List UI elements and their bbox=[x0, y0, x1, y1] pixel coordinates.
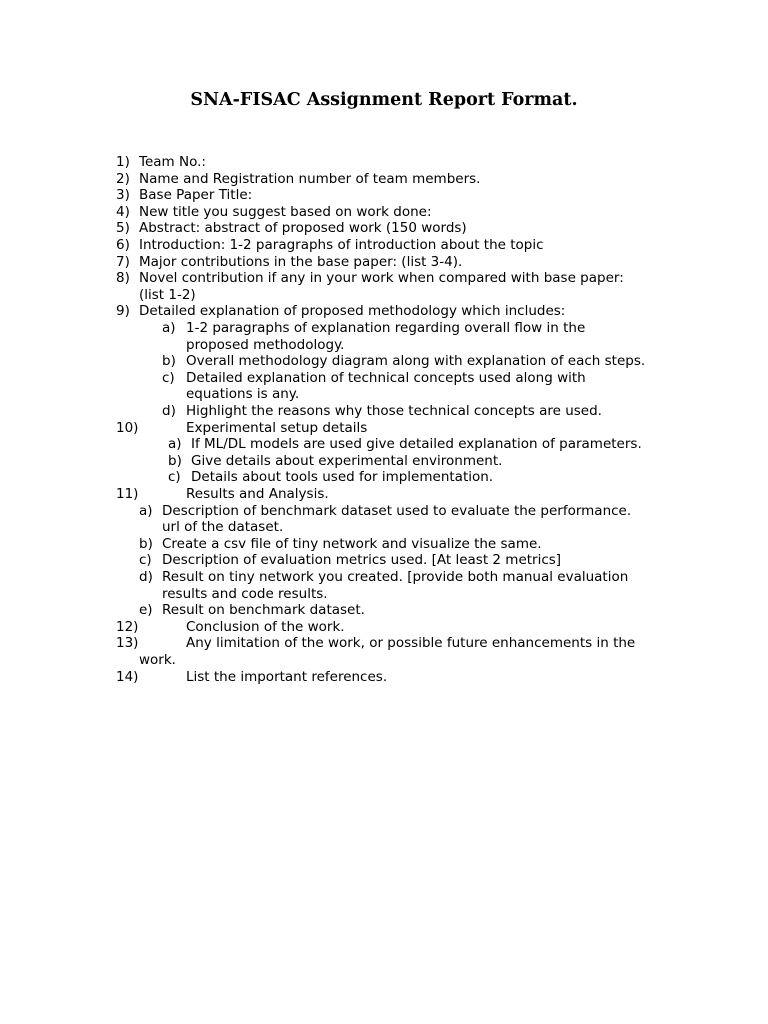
list-item-marker: 5) bbox=[116, 220, 130, 237]
list-item-text: results and code results. bbox=[162, 585, 328, 602]
list-item-text: Result on tiny network you created. [provide both manual evaluation bbox=[162, 569, 629, 585]
list-item-text: Major contributions in the base paper: (list 3-4). bbox=[139, 253, 463, 270]
list-item-text: Experimental setup details bbox=[186, 419, 368, 436]
list-item-text: Novel contribution if any in your work when compared with base paper: bbox=[139, 270, 624, 287]
list-item-text: Detailed explanation of proposed methodology which includes: bbox=[139, 303, 566, 320]
list-item-marker: b) bbox=[139, 535, 153, 552]
list-item-text: Create a csv file of tiny network and visualize the same. bbox=[162, 535, 542, 552]
list-item-marker: 10) bbox=[116, 419, 139, 436]
list-item-marker: d) bbox=[162, 403, 176, 419]
list-item-marker: c) bbox=[162, 369, 175, 386]
list-item-text: Highlight the reasons why those technical concepts are used. bbox=[186, 403, 602, 419]
list-item-text: Base Paper Title: bbox=[139, 187, 253, 204]
list-item-text: proposed methodology. bbox=[186, 336, 345, 353]
list-item-text: Introduction: 1-2 paragraphs of introduction about the topic bbox=[139, 237, 544, 253]
list-item-text: Results and Analysis. bbox=[186, 486, 329, 502]
list-item-marker: 3) bbox=[116, 187, 130, 204]
list-item-text: (list 1-2) bbox=[139, 286, 196, 303]
list-item-text: url of the dataset. bbox=[162, 519, 284, 536]
list-item-text: List the important references. bbox=[186, 668, 388, 685]
list-item-text: Overall methodology diagram along with explanation of each steps. bbox=[186, 353, 646, 370]
list-item-marker: 14) bbox=[116, 668, 139, 685]
list-item-text: Detailed explanation of technical concepts used along with bbox=[186, 369, 586, 386]
list-item-marker: c) bbox=[168, 469, 181, 486]
list-item-marker: 6) bbox=[116, 237, 130, 253]
list-item-marker: e) bbox=[139, 602, 153, 619]
list-item-text: Conclusion of the work. bbox=[186, 618, 345, 635]
list-item-marker: b) bbox=[162, 353, 176, 370]
list-item-marker: 2) bbox=[116, 170, 130, 187]
list-item-text: equations is any. bbox=[186, 386, 300, 403]
list-item-marker: 9) bbox=[116, 303, 130, 320]
list-item-text: Result on benchmark dataset. bbox=[162, 602, 365, 619]
document-title: SNA-FISAC Assignment Report Format. bbox=[190, 90, 578, 110]
list-item-marker: b) bbox=[168, 452, 182, 469]
list-item-marker: 8) bbox=[116, 270, 130, 287]
list-item-marker: 13) bbox=[116, 635, 139, 652]
list-item-text: work. bbox=[139, 652, 176, 668]
list-item-marker: a) bbox=[139, 502, 153, 519]
list-item-marker: 4) bbox=[116, 203, 130, 220]
list-item-text: Abstract: abstract of proposed work (150 words) bbox=[139, 220, 467, 237]
list-item-text: 1-2 paragraphs of explanation regarding overall flow in the bbox=[186, 320, 586, 336]
list-item-marker: 1) bbox=[116, 154, 130, 170]
list-item-text: Team No.: bbox=[139, 154, 206, 170]
list-item-text: Give details about experimental environment. bbox=[191, 452, 503, 469]
list-item-text: Description of evaluation metrics used. [At least 2 metrics] bbox=[162, 552, 562, 569]
list-item-text: If ML/DL models are used give detailed explanation of parameters. bbox=[191, 436, 642, 453]
list-item-marker: c) bbox=[139, 552, 152, 569]
list-item-marker: 7) bbox=[116, 253, 130, 270]
list-item-text: New title you suggest based on work done: bbox=[139, 203, 432, 220]
list-item-marker: 12) bbox=[116, 618, 139, 635]
list-item-text: Name and Registration number of team members. bbox=[139, 170, 481, 187]
list-item-text: Details about tools used for implementation. bbox=[191, 469, 494, 486]
list-item-marker: 11) bbox=[116, 486, 139, 502]
list-item-text: Description of benchmark dataset used to evaluate the performance. bbox=[162, 502, 632, 519]
list-item-marker: a) bbox=[162, 320, 176, 336]
list-item-marker: d) bbox=[139, 569, 153, 585]
list-item-marker: a) bbox=[168, 436, 182, 453]
list-item-text: Any limitation of the work, or possible future enhancements in the bbox=[186, 635, 636, 652]
